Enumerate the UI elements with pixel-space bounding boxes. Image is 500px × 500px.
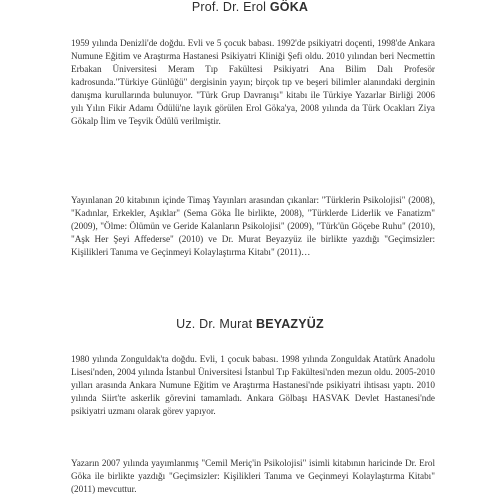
author-title: Uz. Dr. Murat — [176, 317, 253, 331]
bio-paragraph: Yayınlanan 20 kitabının içinde Timaş Yayınları arasından çıkanlar: "Türklerin Psikolojisi" (2008), "Kadınlar, Erkekler, Aşıklar" (Sema Göka İle birlikte, 2008), "Türklerde Liderlik ve Fanatizm" (2009), "Ölme: Ölümün ve Geride Kalanların Psikolojisi" (2009), "Türk'ün Göçebe Ruhu" (2010), "Aşk Her Şeyi Affederse" (2010) ve Dr. Murat Beyazyüz ile birlikte yazdığı "Geçimsizler: Kişilikleri Tanıma ve Geçinmeyi Kolaylaştırma Kitabı" (2011)… — [71, 195, 435, 257]
author-surname: GÖKA — [269, 0, 309, 14]
bio-paragraph: Yazarın 2007 yılında yayımlanmış "Cemil Meriç'in Psikolojisi" isimli kitabının haricinde Dr. Erol Göka ile birlikte yazdığı "Geçimsizler: Kişilikleri Tanıma ve Geçinmeyi Kolaylaştırma Kitabı" (2011) mevcuttur. — [71, 458, 435, 494]
author-heading-murat-beyazyuz — [0, 317, 500, 331]
author-title: Prof. Dr. Erol — [191, 0, 267, 14]
bio-paragraph: 1959 yılında Denizli'de doğdu. Evli ve 5 çocuk babası. 1992'de psikiyatri doçenti, 1998'de Ankara Numune Eğitim ve Araştırma Hastanesi Psikiyatri Kliniği Şefi oldu. 2010 yılından beri Necmettin Erbakan Üniversitesi Meram Tıp Fakültesi Psikiyatri Ana Bilim Dalı Profesör kadrosunda."Türkiye Günlüğü" dergisinin yayın; birçok tıp ve beşeri bilimler alanındaki derginin danışma kurullarında bulunuyor. "Türk Grup Davranışı" kitabı ile Türkiye Yazarlar Birliği 2006 yılı Yılın Fikir Adamı Ödülü'ne layık görülen Erol Göka'ya, 2008 yılında da Türk Ocakları Ziya Gökalp İlim ve Teşvik Ödülü verilmiştir. — [71, 38, 435, 126]
author-heading-erol-goka — [0, 0, 500, 14]
bio-paragraph: 1980 yılında Zonguldak'ta doğdu. Evli, 1 çocuk babası. 1998 yılında Zonguldak Atatürk Anadolu Lisesi'nden, 2004 yılında İstanbul Üniversitesi İstanbul Tıp Fakültesi'nden mezun oldu. 2005-2010 yılları arasında Ankara Numune Eğitim ve Araştırma Hastanesi'nde psikiyatri ihtisası yaptı. 2010 yılında Siirt'te askerlik görevini tamamladı. Ankara Gölbaşı HASVAK Devlet Hastanesi'nde psikiyatri uzmanı olarak görev yapıyor. — [71, 354, 435, 416]
author-surname: BEYAZYÜZ — [256, 317, 324, 331]
